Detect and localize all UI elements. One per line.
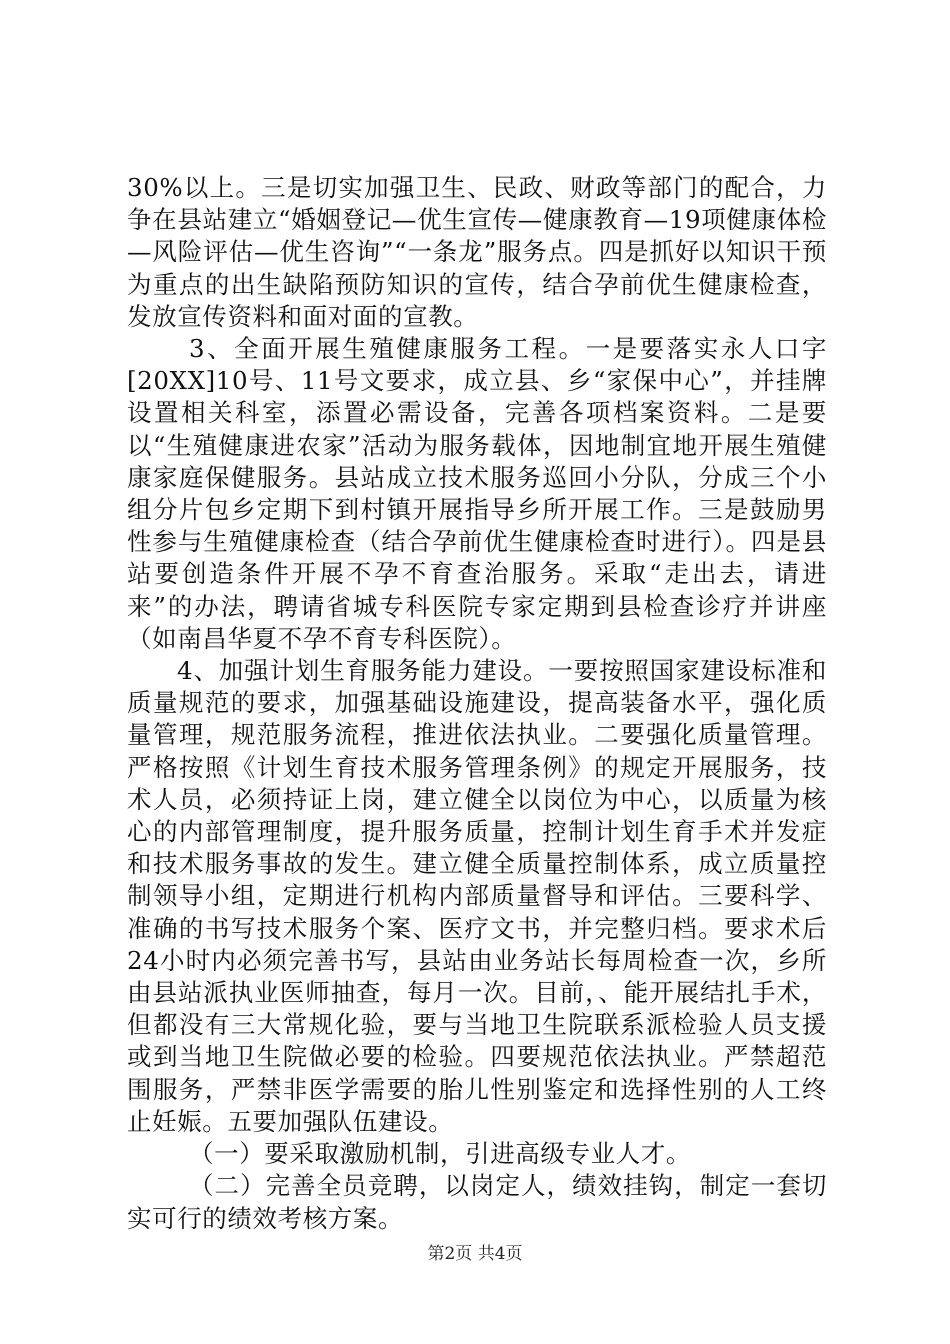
page-number-footer: 第2页 共4页 <box>427 1244 523 1264</box>
paragraph-subitem-1: （一）要采取激励机制，引进高级专业人才。 <box>189 1139 691 1169</box>
paragraph-item-3: 3、全面开展生殖健康服务工程。一是要落实永人口字[20XX]10号、11号文要求，成立县、乡“家保中心”，并挂牌设置相关科室，添置必需设备，完善各项档案资料。二是要以“生殖健康进农家”活动为服务载体，因地制宜地开展生殖健康家庭保健服务。县站成立技术服务巡回小分队，分成三个小组分片包乡定期下到村镇开展指导乡所开展工作。三是鼓励男性参与生殖健康检查（结合孕前优生健康检查时进行）。四是县站要创造条件开展不孕不育查治服务。采取“走出去，请进来”的办法，聘请省城专科医院专家定期到县检查诊疗并讲座（如南昌华夏不孕不育专科医院）。 <box>127 334 827 653</box>
document-body <box>127 172 827 1235</box>
paragraph-continuation: 30%以上。三是切实加强卫生、民政、财政等部门的配合，力争在县站建立“婚姻登记—优生宣传—健康教育—19项健康体检—风险评估—优生咨询”“一条龙”服务点。四是抓好以知识干预为重点的出生缺陷预防知识的宣传，结合孕前优生健康检查，发放宣传资料和面对面的宣教。 <box>127 173 827 331</box>
paragraph-subitem-2: （二）完善全员竞聘，以岗定人，绩效挂钩，制定一套切实可行的绩效考核方案。 <box>127 1171 827 1233</box>
paragraph-item-4: 4、加强计划生育服务能力建设。一要按照国家建设标准和质量规范的要求，加强基础设施建设，提高装备水平，强化质量管理，规范服务流程，推进依法执业。二要强化质量管理。严格按照《计划生育技术服务管理条例》的规定开展服务，技术人员，必须持证上岗，建立健全以岗位为中心，以质量为核心的内部管理制度，提升服务质量，控制计划生育手术并发症和技术服务事故的发生。建立健全质量控制体系，成立质量控制领导小组，定期进行机构内部质量督导和评估。三要科学、准确的书写技术服务个案、医疗文书，并完整归档。要求术后24小时内必须完善书写，县站由业务站长每周检查一次，乡所由县站派执业医师抽查，每月一次。目前，、能开展结扎手术，但都没有三大常规化验，要与当地卫生院联系派检验人员支援或到当地卫生院做必要的检验。四要规范依法执业。严禁超范围服务，严禁非医学需要的胎儿性别鉴定和选择性别的人工终止妊娠。五要加强队伍建设。 <box>127 656 827 1136</box>
